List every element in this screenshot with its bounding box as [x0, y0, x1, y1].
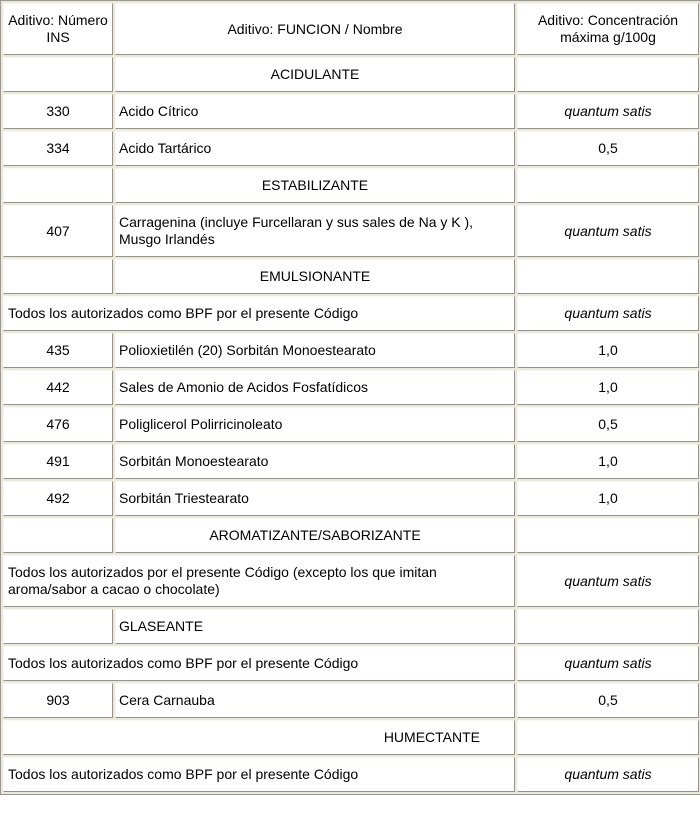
category-label: ACIDULANTE [115, 57, 515, 92]
additive-row [3, 444, 699, 479]
empty-cell [3, 168, 113, 203]
ins-number-cell: 903 [3, 683, 113, 718]
max-concentration-cell: 1,0 [517, 333, 699, 368]
category-row [3, 168, 699, 203]
additive-row [3, 481, 699, 516]
category-row [3, 259, 699, 294]
span-text-cell: Todos los autorizados como BPF por el presente Código [3, 646, 515, 681]
max-concentration-cell: quantum satis [517, 205, 699, 257]
span-text-cell: Todos los autorizados por el presente Código (excepto los que imitan aroma/sabor a cacao o chocolate) [3, 555, 515, 607]
empty-cell [3, 259, 113, 294]
empty-cell [517, 259, 699, 294]
category-label: AROMATIZANTE/SABORIZANTE [115, 518, 515, 553]
empty-cell [517, 518, 699, 553]
span-text-cell: Todos los autorizados como BPF por el presente Código [3, 757, 515, 792]
ins-number-cell: 435 [3, 333, 113, 368]
empty-cell [3, 57, 113, 92]
ins-number-cell: 334 [3, 131, 113, 166]
span-text-cell: Todos los autorizados como BPF por el presente Código [3, 296, 515, 331]
category-row [3, 57, 699, 92]
ins-number-cell: 330 [3, 94, 113, 129]
max-concentration-cell: quantum satis [517, 296, 699, 331]
empty-cell [3, 609, 113, 644]
empty-cell [517, 609, 699, 644]
ins-number-cell: 492 [3, 481, 113, 516]
additive-name-cell: Poliglicerol Polirricinoleato [115, 407, 515, 442]
ins-number-cell: 491 [3, 444, 113, 479]
header-cell-ins: Aditivo: Número INS [3, 3, 113, 55]
additive-row [3, 683, 699, 718]
header-row [3, 3, 699, 55]
additive-name-cell: Sorbitán Monoestearato [115, 444, 515, 479]
header-cell-function: Aditivo: FUNCION / Nombre [115, 3, 515, 55]
category-label: HUMECTANTE [3, 720, 515, 755]
max-concentration-cell: 1,0 [517, 444, 699, 479]
ins-number-cell: 407 [3, 205, 113, 257]
additive-row [3, 407, 699, 442]
additive-name-cell: Acido Tartárico [115, 131, 515, 166]
additive-row [3, 94, 699, 129]
span-row [3, 646, 699, 681]
max-concentration-cell: 0,5 [517, 131, 699, 166]
span-row [3, 757, 699, 792]
max-concentration-cell: 0,5 [517, 407, 699, 442]
max-concentration-cell: 1,0 [517, 481, 699, 516]
additive-name-cell: Cera Carnauba [115, 683, 515, 718]
max-concentration-cell: quantum satis [517, 94, 699, 129]
span-row [3, 296, 699, 331]
additive-row [3, 370, 699, 405]
ins-number-cell: 442 [3, 370, 113, 405]
max-concentration-cell: quantum satis [517, 757, 699, 792]
category-row [3, 518, 699, 553]
additive-row [3, 131, 699, 166]
category-label: EMULSIONANTE [115, 259, 515, 294]
category-label: GLASEANTE [115, 609, 515, 644]
additive-name-cell: Sorbitán Triestearato [115, 481, 515, 516]
max-concentration-cell: quantum satis [517, 646, 699, 681]
ins-number-cell: 476 [3, 407, 113, 442]
additive-name-cell: Polioxietilén (20) Sorbitán Monoestearato [115, 333, 515, 368]
empty-cell [517, 57, 699, 92]
span-row [3, 555, 699, 607]
empty-cell [517, 168, 699, 203]
category-row [3, 720, 699, 755]
additive-name-cell: Carragenina (incluye Furcellaran y sus sales de Na y K ), Musgo Irlandés [115, 205, 515, 257]
max-concentration-cell: quantum satis [517, 555, 699, 607]
max-concentration-cell: 1,0 [517, 370, 699, 405]
additive-name-cell: Sales de Amonio de Acidos Fosfatídicos [115, 370, 515, 405]
category-row [3, 609, 699, 644]
additive-row [3, 205, 699, 257]
additive-row [3, 333, 699, 368]
additive-name-cell: Acido Cítrico [115, 94, 515, 129]
empty-cell [517, 720, 699, 755]
empty-cell [3, 518, 113, 553]
max-concentration-cell: 0,5 [517, 683, 699, 718]
category-label: ESTABILIZANTE [115, 168, 515, 203]
header-cell-concentration: Aditivo: Concentración máxima g/100g [517, 3, 699, 55]
